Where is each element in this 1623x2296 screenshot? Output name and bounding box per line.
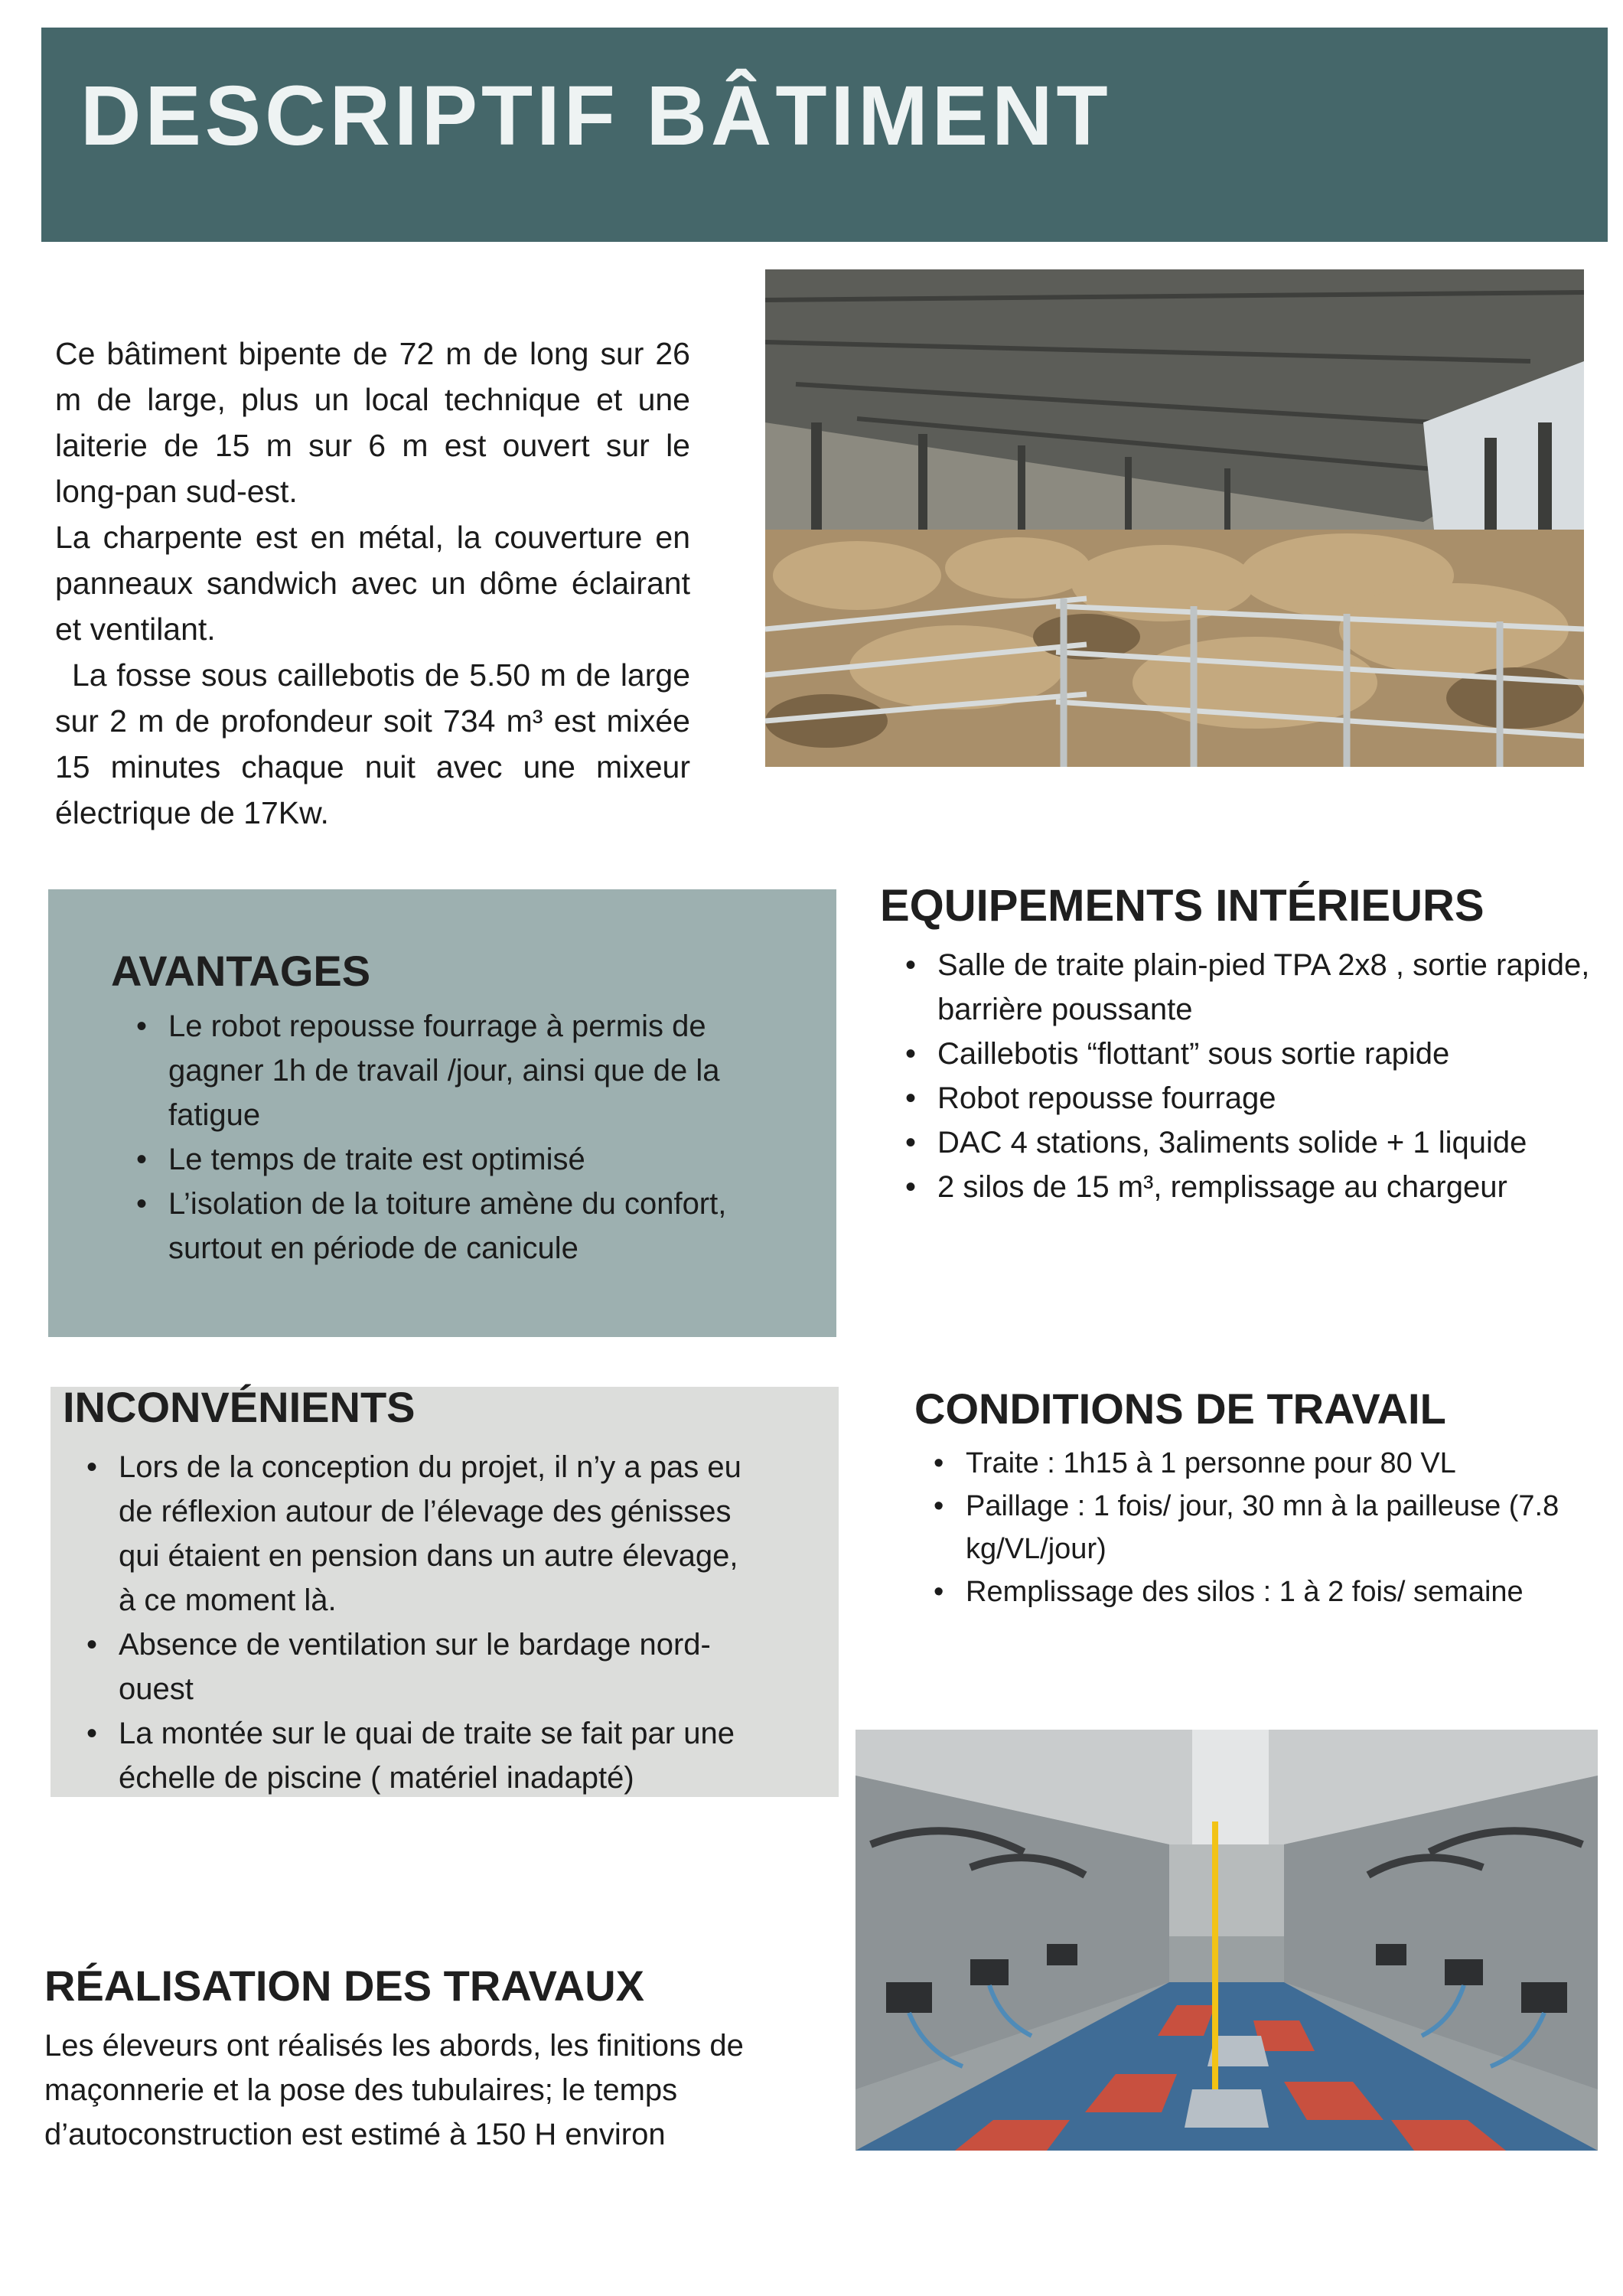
avantages-heading: AVANTAGES — [111, 947, 371, 995]
intro-paragraph-1: Ce bâtiment bipente de 72 m de long sur 26 m de large, plus un local technique et une laiterie de 15 m sur 6 m est ouvert sur le long-pan sud-est. — [55, 336, 690, 509]
list-item: • Le temps de traite est optimisé — [168, 1137, 773, 1182]
list-item: • Paillage : 1 fois/ jour, 30 mn à la pailleuse (7.8 kg/VL/jour) — [966, 1485, 1593, 1570]
list-item: • Remplissage des silos : 1 à 2 fois/ semaine — [966, 1570, 1593, 1613]
barn-cattle-photo — [765, 269, 1584, 767]
intro-paragraph-3: La fosse sous caillebotis de 5.50 m de large sur 2 m de profondeur soit 734 m³ est mixée 15 minutes chaque nuit avec une mixeur électrique de 17Kw. — [55, 657, 690, 830]
milking-parlor-photo — [855, 1730, 1598, 2151]
list-item: • Salle de traite plain-pied TPA 2x8 , sortie rapide, barrière poussante — [937, 943, 1595, 1032]
realisation-text: Les éleveurs ont réalisés les abords, les finitions de maçonnerie et la pose des tubulaires; le temps d’autoconstruction est estimé à 150 H environ — [44, 2029, 744, 2151]
list-item: • Robot repousse fourrage — [937, 1076, 1595, 1120]
list-item: • Caillebotis “flottant” sous sortie rapide — [937, 1032, 1595, 1076]
list-item: • Absence de ventilation sur le bardage nord-ouest — [119, 1623, 746, 1711]
inconvenients-list — [119, 1445, 746, 1800]
avantages-list — [168, 1004, 773, 1270]
list-item: • L’isolation de la toiture amène du confort, surtout en période de canicule — [168, 1182, 773, 1270]
inconvenients-heading: INCONVÉNIENTS — [63, 1383, 416, 1431]
intro-paragraph-2: La charpente est en métal, la couverture en panneaux sandwich avec un dôme éclairant et ventilant. — [55, 520, 690, 647]
page-title: DESCRIPTIF BÂTIMENT — [80, 69, 1112, 163]
list-item: • Lors de la conception du projet, il n’y a pas eu de réflexion autour de l’élevage des génisses qui étaient en pension dans un autre élevage, à ce moment là. — [119, 1445, 746, 1623]
list-item: • 2 silos de 15 m³, remplissage au chargeur — [937, 1165, 1595, 1209]
equipements-list — [937, 943, 1595, 1209]
intro-text — [55, 331, 690, 836]
realisation-heading: RÉALISATION DES TRAVAUX — [44, 1962, 645, 2010]
list-item: • Traite : 1h15 à 1 personne pour 80 VL — [966, 1442, 1593, 1485]
list-item: • DAC 4 stations, 3aliments solide + 1 liquide — [937, 1120, 1595, 1165]
conditions-list — [966, 1442, 1593, 1613]
conditions-heading: CONDITIONS DE TRAVAIL — [914, 1384, 1446, 1433]
list-item: • Le robot repousse fourrage à permis de gagner 1h de travail /jour, ainsi que de la fatigue — [168, 1004, 773, 1137]
list-item: • La montée sur le quai de traite se fait par une échelle de piscine ( matériel inadapté) — [119, 1711, 746, 1800]
equipements-heading: EQUIPEMENTS INTÉRIEURS — [880, 881, 1484, 931]
